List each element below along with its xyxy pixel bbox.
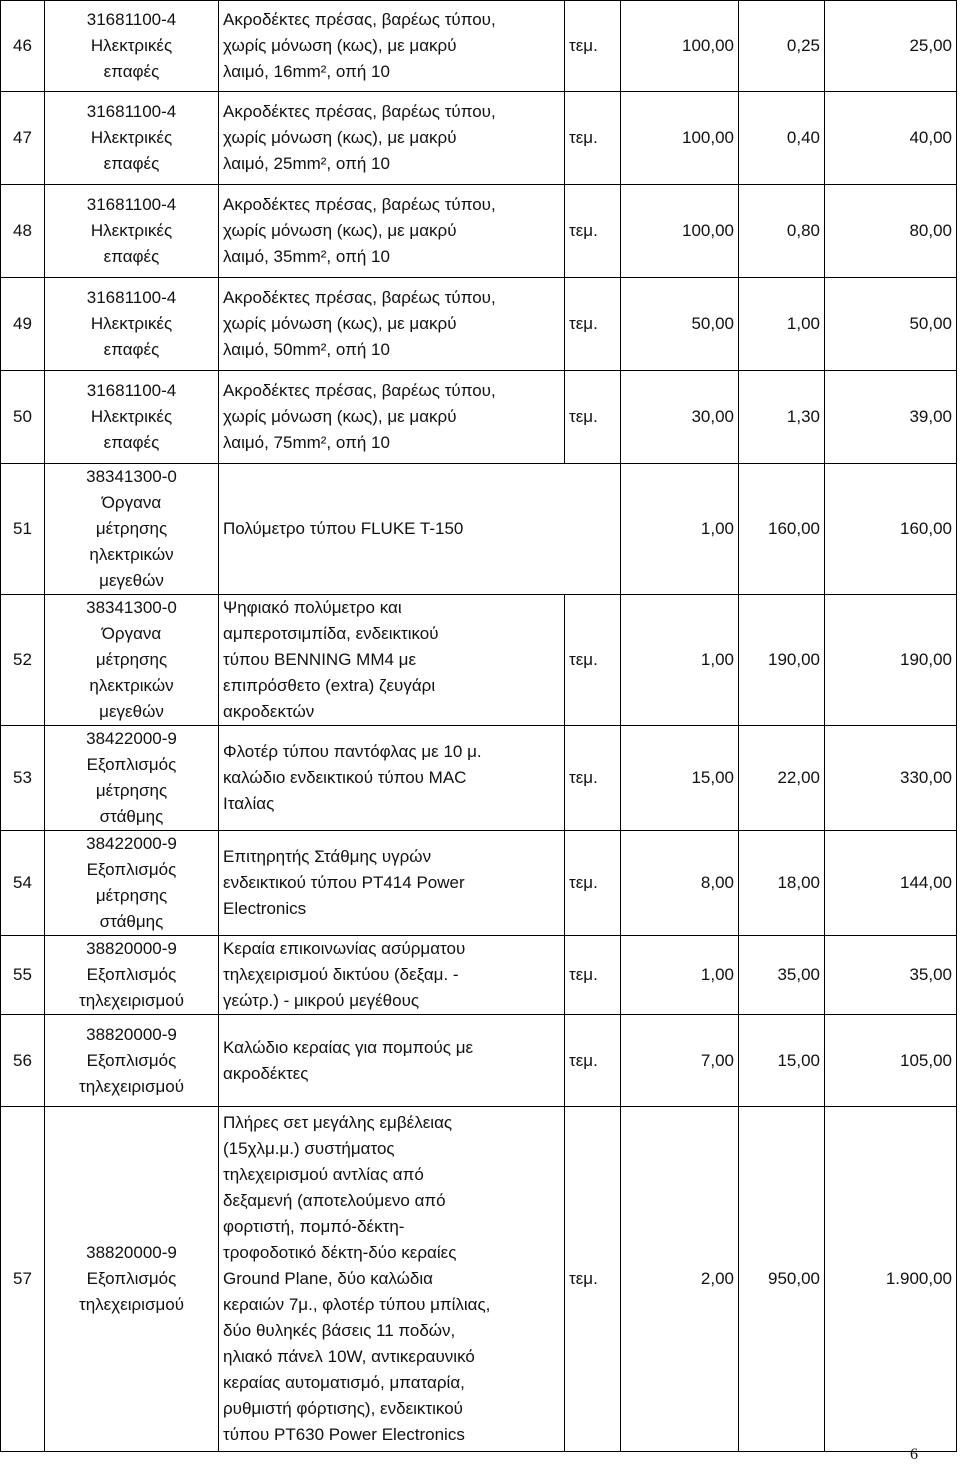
description-line: δύο θυληκές βάσεις 11 ποδών,: [223, 1321, 456, 1340]
cpv-line: Ηλεκτρικές: [90, 36, 173, 55]
description-line: τηλεχειρισμού δικτύου (δεξαμ. -: [223, 965, 459, 984]
description-cell: [219, 1107, 565, 1452]
cpv-line: 31681100-4: [86, 195, 177, 214]
quantity-cell: 2,00: [621, 1107, 739, 1452]
total-cell: 1.900,00: [825, 1107, 957, 1452]
total-cell: 160,00: [825, 464, 957, 595]
description-line: λαιμό, 35mm², οπή 10: [223, 247, 390, 266]
cpv-code-cell: [45, 185, 219, 278]
description-line: ακροδέκτες: [223, 1063, 309, 1083]
unit-price-cell: 0,80: [739, 185, 825, 278]
table-row: [1, 1, 957, 92]
description-line: (15χλμ.μ.) συστήματος: [223, 1139, 395, 1158]
cpv-line: 38341300-0: [86, 598, 177, 617]
unit-cell: τεμ.: [565, 726, 621, 831]
description-line: τύπου BENNING MM4 με: [223, 650, 417, 669]
table-row: [1, 185, 957, 278]
description-line: λαιμό, 50mm², οπή 10: [223, 340, 390, 359]
description-line: Καλώδιο κεραίας για πομπούς με: [223, 1037, 474, 1057]
cpv-line: επαφές: [103, 62, 160, 81]
cpv-code-cell: [45, 371, 219, 464]
table-row: [1, 92, 957, 185]
quantity-cell: 1,00: [621, 464, 739, 595]
cpv-line: Ηλεκτρικές: [90, 128, 173, 147]
cpv-line: 38422000-9: [86, 729, 177, 748]
table-row: [1, 1107, 957, 1452]
description-line: Ακροδέκτες πρέσας, βαρέως τύπου,: [223, 10, 496, 29]
description-cell: [219, 726, 565, 831]
description-line: καλώδιο ενδεικτικού τύπου MAC: [223, 768, 467, 787]
item-number: 47: [1, 92, 45, 185]
description-line: ενδεικτικού τύπου PT414 Power: [223, 873, 465, 892]
quantity-cell: 1,00: [621, 936, 739, 1015]
cpv-line: επαφές: [103, 433, 160, 452]
page-number: 6: [910, 1446, 918, 1463]
description-line: Φλοτέρ τύπου παντόφλας με 10 μ.: [223, 742, 482, 761]
cpv-line: Εξοπλισμός: [86, 965, 177, 984]
description-cell: [219, 92, 565, 185]
description-line: Ψηφιακό πολύμετρο και: [223, 598, 402, 617]
cpv-code-cell: [45, 726, 219, 831]
description-line: αμπεροτσιμπίδα, ενδεικτικού: [223, 624, 439, 643]
description-line: τύπου PT630 Power Electronics: [223, 1425, 465, 1444]
quantity-cell: 7,00: [621, 1015, 739, 1107]
description-line: Ακροδέκτες πρέσας, βαρέως τύπου,: [223, 381, 496, 400]
total-cell: 50,00: [825, 278, 957, 371]
unit-cell: τεμ.: [565, 936, 621, 1015]
unit-price-cell: 0,25: [739, 1, 825, 92]
item-number: 56: [1, 1015, 45, 1107]
description-line: Πολύμετρο τύπου FLUKE T-150: [223, 519, 464, 538]
cpv-line: Εξοπλισμός: [86, 860, 177, 879]
cpv-line: επαφές: [103, 340, 160, 359]
cpv-code-cell: [45, 92, 219, 185]
items-table-body: [1, 1, 957, 1452]
description-line: χωρίς μόνωση (κως), με μακρύ: [223, 221, 457, 240]
item-number: 55: [1, 936, 45, 1015]
description-line: Electronics: [223, 899, 307, 918]
item-number: 51: [1, 464, 45, 595]
total-cell: 105,00: [825, 1015, 957, 1107]
cpv-code-cell: [45, 464, 219, 595]
unit-price-cell: 0,40: [739, 92, 825, 185]
unit-price-cell: 1,30: [739, 371, 825, 464]
item-number: 53: [1, 726, 45, 831]
item-number: 57: [1, 1107, 45, 1452]
unit-cell: τεμ.: [565, 831, 621, 936]
description-line: Ιταλίας: [223, 794, 275, 813]
cpv-line: μέτρησης: [95, 650, 168, 669]
item-number: 54: [1, 831, 45, 936]
item-number: 50: [1, 371, 45, 464]
cpv-line: επαφές: [103, 247, 160, 266]
total-cell: 330,00: [825, 726, 957, 831]
description-cell: [219, 371, 565, 464]
description-line: Ground Plane, δύο καλώδια: [223, 1269, 433, 1288]
quantity-cell: 100,00: [621, 1, 739, 92]
table-row: [1, 1015, 957, 1107]
unit-cell: τεμ.: [565, 595, 621, 726]
cpv-line: Ηλεκτρικές: [90, 314, 173, 333]
cpv-line: 38820000-9: [86, 1243, 177, 1262]
cpv-code-cell: [45, 1, 219, 92]
cpv-line: ηλεκτρικών: [89, 545, 174, 564]
description-line: χωρίς μόνωση (κως), με μακρύ: [223, 314, 457, 333]
cpv-line: ηλεκτρικών: [89, 676, 174, 695]
cpv-code-cell: [45, 831, 219, 936]
cpv-code-cell: [45, 278, 219, 371]
unit-cell: τεμ.: [565, 1107, 621, 1452]
table-row: [1, 278, 957, 371]
cpv-line: Εξοπλισμός: [86, 755, 177, 774]
table-row: [1, 464, 957, 595]
cpv-line: 31681100-4: [86, 102, 177, 121]
description-line: λαιμό, 25mm², οπή 10: [223, 154, 390, 173]
cpv-line: τηλεχειρισμού: [78, 1295, 184, 1314]
item-number: 46: [1, 1, 45, 92]
description-line: κεραίας αυτοματισμό, μπαταρία,: [223, 1373, 465, 1392]
cpv-line: τηλεχειρισμού: [78, 991, 184, 1010]
cpv-line: Ηλεκτρικές: [90, 221, 173, 240]
description-line: Ακροδέκτες πρέσας, βαρέως τύπου,: [223, 102, 496, 121]
description-line: χωρίς μόνωση (κως), με μακρύ: [223, 128, 457, 147]
cpv-line: μέτρησης: [95, 886, 168, 905]
cpv-line: 38820000-9: [86, 939, 177, 958]
quantity-cell: 15,00: [621, 726, 739, 831]
total-cell: 25,00: [825, 1, 957, 92]
cpv-code-cell: [45, 595, 219, 726]
description-cell: [219, 185, 565, 278]
total-cell: 40,00: [825, 92, 957, 185]
description-line: ακροδεκτών: [223, 702, 315, 721]
description-line: κεραιών 7μ., φλοτέρ τύπου μπίλιας,: [223, 1295, 491, 1314]
description-line: επιπρόσθετο (extra) ζευγάρι: [223, 676, 436, 695]
cpv-line: μέτρησης: [95, 781, 168, 800]
quantity-cell: 50,00: [621, 278, 739, 371]
description-line: φορτιστή, πομπό-δέκτη-: [223, 1217, 405, 1236]
unit-price-cell: 22,00: [739, 726, 825, 831]
cpv-line: 31681100-4: [86, 288, 177, 307]
total-cell: 144,00: [825, 831, 957, 936]
quantity-cell: 30,00: [621, 371, 739, 464]
cpv-line: Όργανα: [101, 624, 162, 643]
description-cell: [219, 595, 565, 726]
description-line: τροφοδοτικό δέκτη-δύο κεραίες: [223, 1243, 457, 1262]
cpv-line: 38422000-9: [86, 834, 177, 853]
cpv-line: μεγεθών: [99, 702, 164, 721]
table-row: [1, 726, 957, 831]
cpv-line: μέτρησης: [95, 519, 168, 538]
unit-cell: τεμ.: [565, 185, 621, 278]
cpv-code-cell: [45, 1015, 219, 1107]
quantity-cell: 100,00: [621, 92, 739, 185]
cpv-line: στάθμης: [99, 912, 164, 931]
table-row: [1, 936, 957, 1015]
description-line: λαιμό, 75mm², οπή 10: [223, 433, 390, 452]
description-line: Ακροδέκτες πρέσας, βαρέως τύπου,: [223, 288, 496, 307]
description-line: τηλεχειρισμού αντλίας από: [223, 1165, 424, 1184]
cpv-line: Ηλεκτρικές: [90, 407, 173, 426]
description-line: Ακροδέκτες πρέσας, βαρέως τύπου,: [223, 195, 496, 214]
quantity-cell: 100,00: [621, 185, 739, 278]
description-line: δεξαμενή (αποτελούμενο από: [223, 1191, 446, 1210]
description-line: ηλιακό πάνελ 10W, αντικεραυνικό: [223, 1347, 475, 1366]
unit-cell: τεμ.: [565, 278, 621, 371]
item-number: 49: [1, 278, 45, 371]
description-cell: [219, 831, 565, 936]
unit-price-cell: 190,00: [739, 595, 825, 726]
unit-price-cell: 35,00: [739, 936, 825, 1015]
cpv-code-cell: [45, 936, 219, 1015]
cpv-line: μεγεθών: [99, 571, 164, 590]
description-line: Πλήρες σετ μεγάλης εμβέλειας: [223, 1113, 453, 1132]
cpv-line: Εξοπλισμός: [86, 1269, 177, 1288]
description-line: χωρίς μόνωση (κως), με μακρύ: [223, 407, 457, 426]
description-line: λαιμό, 16mm², οπή 10: [223, 62, 390, 81]
quantity-cell: 8,00: [621, 831, 739, 936]
item-number: 52: [1, 595, 45, 726]
cpv-line: 38820000-9: [86, 1024, 177, 1044]
cpv-line: 38341300-0: [86, 467, 177, 486]
cpv-line: 31681100-4: [86, 381, 177, 400]
cpv-line: 31681100-4: [86, 10, 177, 29]
total-cell: 190,00: [825, 595, 957, 726]
table-row: [1, 595, 957, 726]
description-line: γεώτρ.) - μικρού μεγέθους: [223, 991, 420, 1010]
cpv-line: Όργανα: [101, 493, 162, 512]
description-cell: [219, 464, 621, 595]
quantity-cell: 1,00: [621, 595, 739, 726]
cpv-line: επαφές: [103, 154, 160, 173]
unit-price-cell: 1,00: [739, 278, 825, 371]
unit-price-cell: 18,00: [739, 831, 825, 936]
total-cell: 80,00: [825, 185, 957, 278]
cpv-line: Εξοπλισμός: [86, 1050, 177, 1070]
cpv-code-cell: [45, 1107, 219, 1452]
unit-price-cell: 950,00: [739, 1107, 825, 1452]
description-line: Επιτηρητής Στάθμης υγρών: [223, 847, 432, 866]
description-cell: [219, 1, 565, 92]
unit-cell: τεμ.: [565, 1, 621, 92]
total-cell: 39,00: [825, 371, 957, 464]
table-row: [1, 831, 957, 936]
unit-price-cell: 15,00: [739, 1015, 825, 1107]
unit-cell: τεμ.: [565, 92, 621, 185]
description-line: Κεραία επικοινωνίας ασύρματου: [223, 939, 466, 958]
description-cell: [219, 278, 565, 371]
unit-cell: τεμ.: [565, 371, 621, 464]
unit-price-cell: 160,00: [739, 464, 825, 595]
table-row: [1, 371, 957, 464]
description-line: ρυθμιστή φόρτισης), ενδεικτικού: [223, 1399, 463, 1418]
item-number: 48: [1, 185, 45, 278]
cpv-line: στάθμης: [99, 807, 164, 826]
description-line: χωρίς μόνωση (κως), με μακρύ: [223, 36, 457, 55]
unit-cell: τεμ.: [565, 1015, 621, 1107]
description-cell: [219, 936, 565, 1015]
total-cell: 35,00: [825, 936, 957, 1015]
cpv-line: τηλεχειρισμού: [78, 1076, 184, 1096]
description-cell: [219, 1015, 565, 1107]
